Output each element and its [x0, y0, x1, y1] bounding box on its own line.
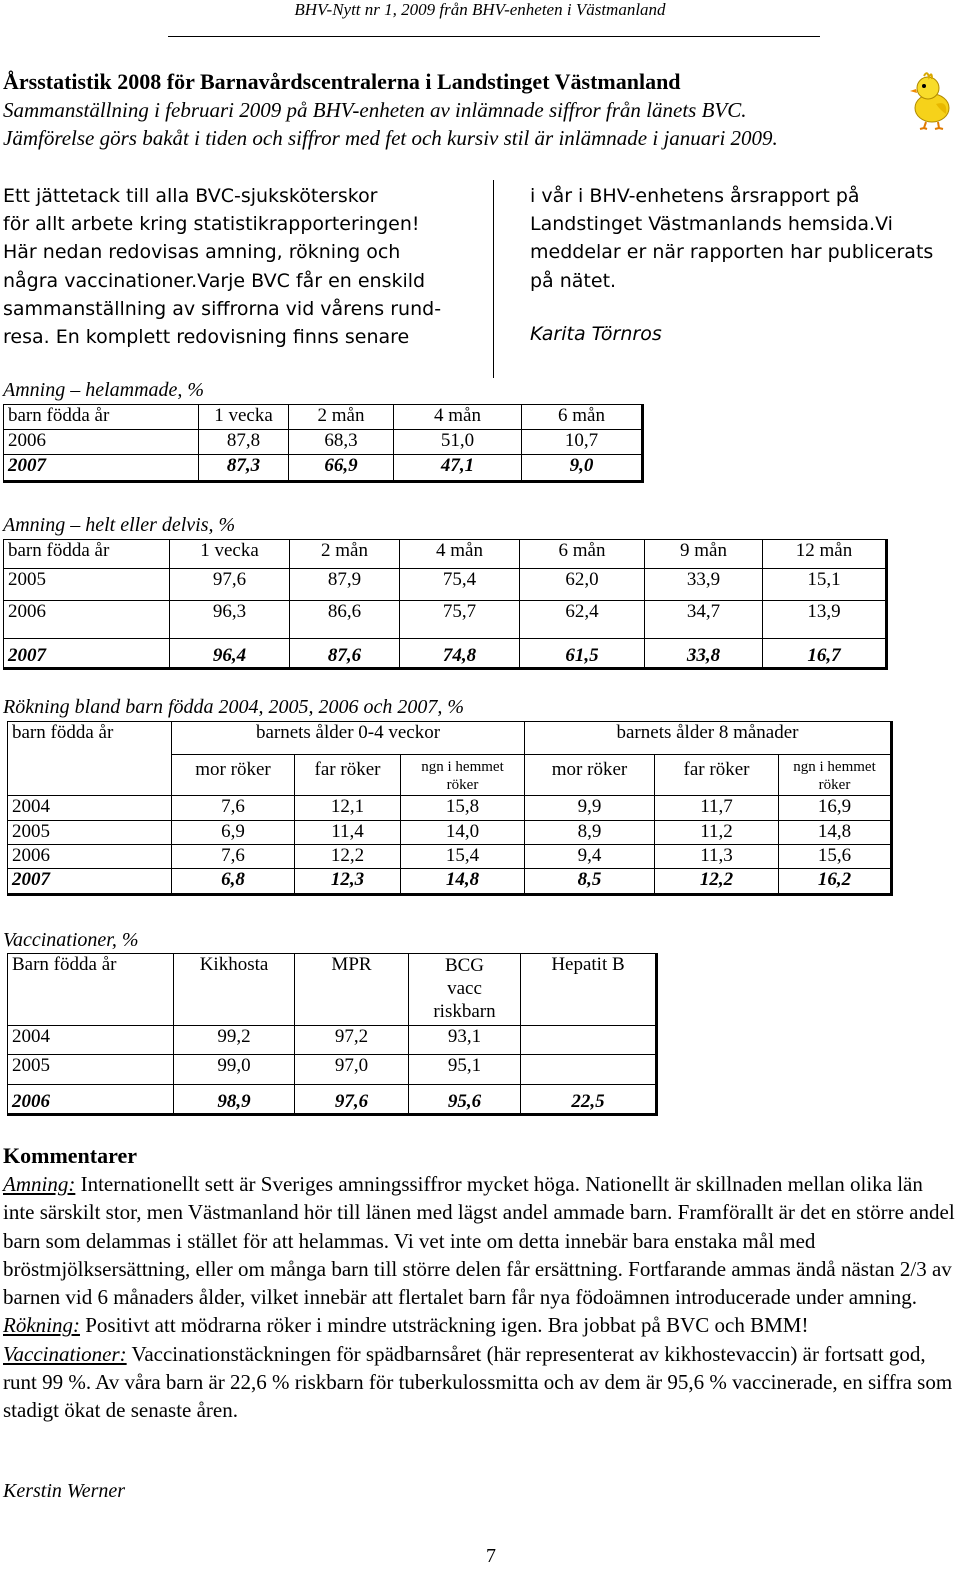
header-cell: far röker [655, 755, 779, 796]
header-cell: 6 mån [520, 540, 645, 569]
value-cell: 99,2 [174, 1026, 295, 1055]
value-cell: 87,9 [290, 569, 400, 601]
subtitle-1: Sammanställning i februari 2009 på BHV-enheten av inlämnade siffror från länets BVC. [3, 98, 747, 122]
value-cell: 10,7 [522, 430, 643, 455]
value-cell: 68,3 [289, 430, 394, 455]
value-cell: 86,6 [290, 601, 400, 639]
value-cell: 75,7 [400, 601, 520, 639]
comment-text: Vaccinationstäckningen för spädbarnsåret (här representerat av kikhostevaccin) är fortsatt god, runt 99 %. Av våra barn är 22,6 % riskbarn för tuberkulossmitta och av dem är 95,6 % vaccinerade, en siffra som stadigt ökat de senaste åren. [3, 1341, 953, 1423]
value-cell: 96,3 [170, 601, 290, 639]
table-row [8, 1026, 657, 1055]
value-cell: 11,4 [295, 821, 401, 845]
comment-label: Rökning: [3, 1313, 80, 1338]
chick-icon [908, 70, 956, 130]
table-row [8, 796, 892, 821]
intro-line: sammanställning av siffrorna vid vårens rund- [3, 297, 442, 320]
value-cell: 99,0 [174, 1055, 295, 1085]
value-cell: 34,7 [645, 601, 763, 639]
value-cell: 61,5 [520, 639, 645, 669]
table-row [4, 430, 643, 455]
intro-line: några vaccinationer.Varje BVC får en enskild [3, 269, 426, 292]
header-line: ngn i hemmet [793, 759, 876, 775]
value-cell: 6,8 [172, 869, 295, 895]
header-cell: mor röker [172, 755, 295, 796]
value-cell: 75,4 [400, 569, 520, 601]
header-cell: 9 mån [645, 540, 763, 569]
value-cell: 8,9 [525, 821, 655, 845]
value-cell: 97,0 [295, 1055, 409, 1085]
intro-line: på nätet. [530, 269, 617, 292]
table-header-row [4, 405, 643, 430]
value-cell: 14,8 [779, 821, 892, 845]
value-cell: 15,4 [401, 845, 525, 869]
header-cell: 2 mån [289, 405, 394, 430]
header-cell: mor röker [525, 755, 655, 796]
value-cell: 97,2 [295, 1026, 409, 1055]
header-cell: barn födda år [8, 722, 172, 796]
year-cell: 2006 [4, 430, 199, 455]
header-cell: MPR [295, 954, 409, 1026]
header-cell: 1 vecka [170, 540, 290, 569]
table-row [4, 601, 887, 639]
table-row [8, 845, 892, 869]
value-cell: 95,6 [409, 1085, 521, 1115]
value-cell: 11,2 [655, 821, 779, 845]
header-line: ngn i hemmet [421, 759, 504, 775]
header-line: röker [818, 777, 851, 793]
intro-line: meddelar er när rapporten har publicerats [530, 241, 934, 264]
comments-body [3, 1170, 958, 1425]
comments-heading: Kommentarer [3, 1143, 137, 1168]
year-cell: 2006 [4, 601, 170, 639]
intro-line: i vår i BHV-enhetens årsrapport på [530, 185, 860, 207]
intro-line: Landstinget Västmanlands hemsida.Vi [530, 213, 893, 236]
value-cell: 96,4 [170, 639, 290, 669]
header-cell: 4 mån [400, 540, 520, 569]
year-cell: 2005 [4, 569, 170, 601]
header-line: riskbarn [433, 1001, 496, 1022]
value-cell: 16,7 [763, 639, 887, 669]
running-header: BHV-Nytt nr 1, 2009 från BHV-enheten i Västmanland [294, 0, 666, 19]
header-cell: Hepatit B [521, 954, 657, 1026]
intro-left-column [3, 182, 441, 351]
comment-label: Vaccinationer: [3, 1341, 127, 1366]
comment-label: Amning: [3, 1172, 76, 1196]
year-cell: 2004 [8, 796, 172, 821]
table-row [4, 455, 643, 482]
value-cell: 62,4 [520, 601, 645, 639]
value-cell: 16,9 [779, 796, 892, 821]
value-cell: 47,1 [394, 455, 522, 482]
value-cell: 11,3 [655, 845, 779, 869]
header-line: BCG [444, 955, 485, 976]
year-cell: 2004 [8, 1026, 174, 1055]
value-cell: 66,9 [289, 455, 394, 482]
table-row [8, 821, 892, 845]
comment-text: Positivt att mödrarna röker i mindre utsträckning igen. Bra jobbat på BVC och BMM! [79, 1313, 809, 1338]
header-rule [168, 36, 820, 37]
vaccin-table [7, 953, 658, 1116]
header-cell-ngn [401, 755, 525, 796]
table-row [4, 639, 887, 669]
amning-hel-caption: Amning – helammade, % [3, 379, 205, 401]
intro-line: Ett jättetack till alla BVC-sjuksköterskor [3, 185, 378, 207]
value-cell: 15,6 [779, 845, 892, 869]
value-cell: 7,6 [172, 845, 295, 869]
value-cell: 33,8 [645, 639, 763, 669]
value-cell: 12,2 [655, 869, 779, 895]
year-cell: 2007 [8, 869, 172, 895]
header-cell-bcg [409, 954, 521, 1026]
value-cell: 33,9 [645, 569, 763, 601]
value-cell: 9,0 [522, 455, 643, 482]
header-line: vacc [447, 978, 482, 999]
header-cell-ngn [779, 755, 892, 796]
table-row [8, 1085, 657, 1115]
signature: Kerstin Werner [3, 1480, 126, 1502]
value-cell: 12,1 [295, 796, 401, 821]
intro-right-column [530, 182, 933, 295]
value-cell: 87,8 [199, 430, 289, 455]
value-cell: 22,5 [521, 1085, 657, 1115]
column-divider [493, 180, 494, 378]
header-cell: 12 mån [763, 540, 887, 569]
value-cell: 16,2 [779, 869, 892, 895]
header-cell: Kikhosta [174, 954, 295, 1026]
value-cell: 15,1 [763, 569, 887, 601]
value-cell: 74,8 [400, 639, 520, 669]
page-number: 7 [486, 1545, 496, 1567]
value-cell: 9,9 [525, 796, 655, 821]
value-cell [521, 1026, 657, 1055]
amning-delvis-table [3, 539, 888, 670]
year-cell: 2007 [4, 639, 170, 669]
table-row [8, 869, 892, 895]
value-cell: 93,1 [409, 1026, 521, 1055]
comment-amning [3, 1170, 958, 1311]
header-cell: barn födda år [4, 540, 170, 569]
header-cell: Barn födda år [8, 954, 174, 1026]
header-cell: far röker [295, 755, 401, 796]
value-cell: 97,6 [170, 569, 290, 601]
rokning-caption: Rökning bland barn födda 2004, 2005, 2006 och 2007, % [3, 696, 465, 718]
rokning-table [7, 721, 893, 896]
value-cell: 14,8 [401, 869, 525, 895]
intro-line: Här nedan redovisas amning, rökning och [3, 241, 401, 264]
table-row [4, 569, 887, 601]
comment-vaccin [3, 1340, 958, 1425]
vaccin-caption: Vaccinationer, % [3, 929, 139, 951]
header-cell: 2 mån [290, 540, 400, 569]
value-cell: 9,4 [525, 845, 655, 869]
table-header-row [8, 954, 657, 1026]
value-cell: 12,3 [295, 869, 401, 895]
header-cell: 1 vecka [199, 405, 289, 430]
value-cell: 87,6 [290, 639, 400, 669]
year-cell: 2006 [8, 845, 172, 869]
value-cell [521, 1055, 657, 1085]
year-cell: 2006 [8, 1085, 174, 1115]
year-cell: 2007 [4, 455, 199, 482]
table-row [8, 1055, 657, 1085]
table-header-row [8, 722, 892, 755]
value-cell: 98,9 [174, 1085, 295, 1115]
amning-delvis-caption: Amning – helt eller delvis, % [3, 514, 236, 536]
intro-line: resa. En komplett redovisning finns senare [3, 326, 410, 349]
intro-author: Karita Törnros [530, 323, 662, 345]
page-title: Årsstatistik 2008 för Barnavårdscentralerna i Landstinget Västmanland [3, 69, 681, 94]
header-cell: 4 mån [394, 405, 522, 430]
value-cell: 97,6 [295, 1085, 409, 1115]
value-cell: 51,0 [394, 430, 522, 455]
value-cell: 13,9 [763, 601, 887, 639]
value-cell: 6,9 [172, 821, 295, 845]
header-cell: barn födda år [4, 405, 199, 430]
value-cell: 8,5 [525, 869, 655, 895]
table-header-row [4, 540, 887, 569]
value-cell: 11,7 [655, 796, 779, 821]
year-cell: 2005 [8, 821, 172, 845]
header-cell: 6 mån [522, 405, 643, 430]
value-cell: 7,6 [172, 796, 295, 821]
value-cell: 87,3 [199, 455, 289, 482]
amning-hel-table [3, 404, 644, 483]
comment-rokning [3, 1311, 958, 1339]
value-cell: 95,1 [409, 1055, 521, 1085]
value-cell: 12,2 [295, 845, 401, 869]
group-header: barnets ålder 8 månader [525, 722, 892, 755]
value-cell: 14,0 [401, 821, 525, 845]
subtitle-2: Jämförelse görs bakåt i tiden och siffror med fet och kursiv stil är inlämnade i januari 2009. [3, 126, 778, 150]
year-cell: 2005 [8, 1055, 174, 1085]
comment-text: Internationellt sett är Sveriges amningssiffror mycket höga. Nationellt är skillnaden mellan olika län inte särskilt stor, men Västmanland hör till länen med lägst andel ammade barn. Framförallt är det en större andel barn som delammas i stället för att helammas. Vi vet inte om detta innebär bara enstaka mål med bröstmjölksersättning, eller om många barn till större delen får ersättning. Fortfarande ammas ändå nästan 2/3 av barnen vid 6 månaders ålder, vilket innebär att flertalet barn får nya födoämnen introducerade under amning. [3, 1172, 955, 1310]
header-line: röker [446, 777, 479, 793]
value-cell: 15,8 [401, 796, 525, 821]
value-cell: 62,0 [520, 569, 645, 601]
group-header: barnets ålder 0-4 veckor [172, 722, 525, 755]
intro-line: för allt arbete kring statistikrapporteringen! [3, 213, 420, 236]
